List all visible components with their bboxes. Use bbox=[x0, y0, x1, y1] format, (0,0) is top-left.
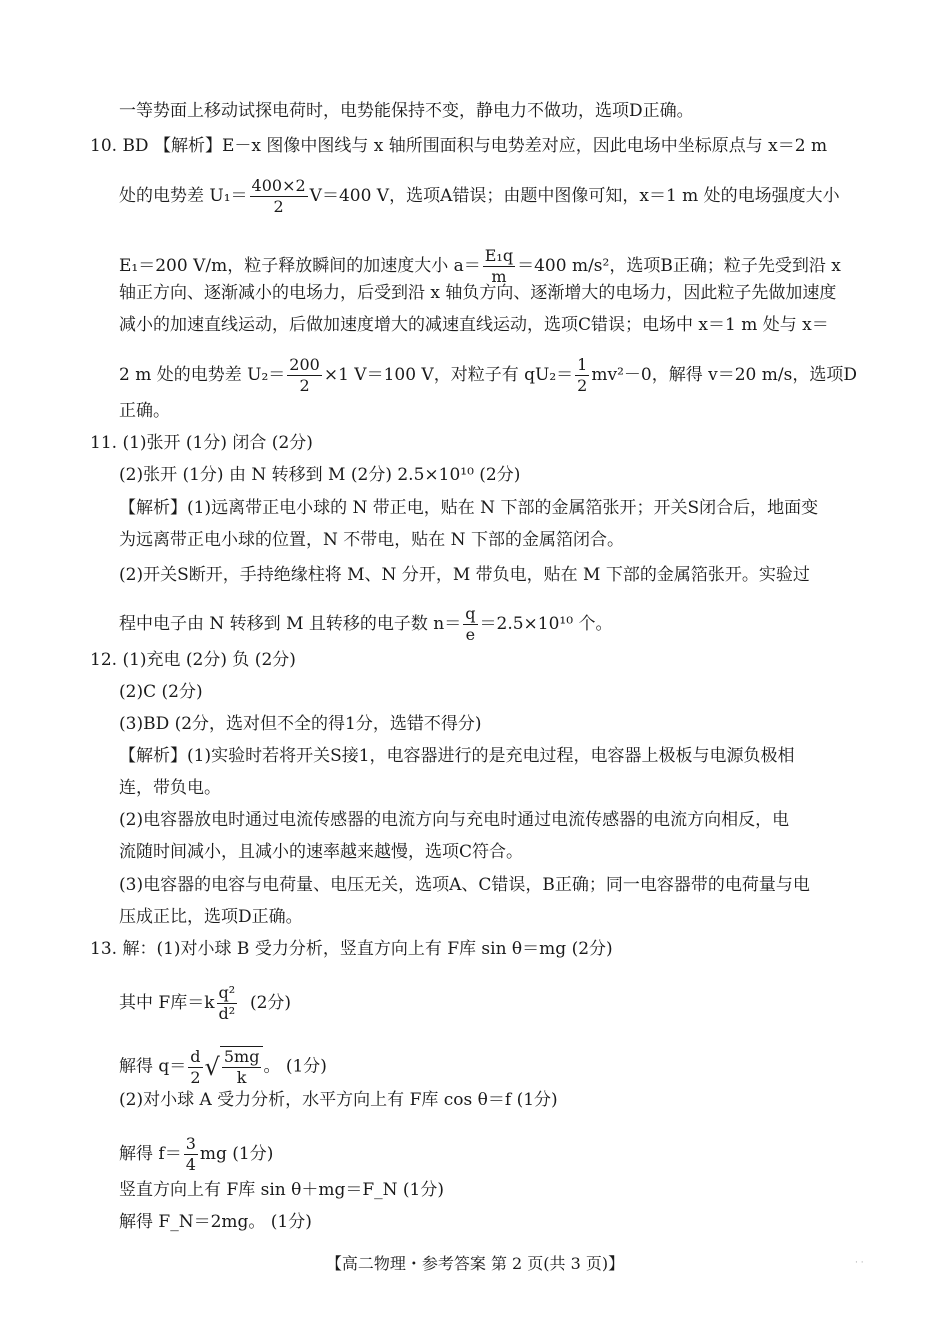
text-line: 解得 F_N＝2mg。 (1分) bbox=[119, 1212, 312, 1232]
text-line: (2)开关S断开，手持绝缘柱将 M、N 分开，M 带负电，贴在 M 下部的金属箔张开。实验过 bbox=[119, 565, 810, 585]
fraction: $\frac{q}{e}$ bbox=[465, 604, 476, 644]
fraction: $\frac{\text{E₁q}}{m}$ bbox=[484, 246, 514, 286]
formula-line: 程中电子由 N 转移到 M 且转移的电子数 n＝ $\frac{q}{e}$ ＝2.5×10¹⁰ 个。 bbox=[119, 604, 613, 644]
text-line: 轴正方向、逐渐减小的电场力，后受到沿 x 轴负方向、逐渐增大的电场力，因此粒子先做加速度 bbox=[119, 283, 837, 303]
text-line: 竖直方向上有 F库 sin θ＋mg＝F_N (1分) bbox=[119, 1180, 445, 1200]
text-line: 压成正比，选项D正确。 bbox=[119, 907, 303, 927]
text-line: 为远离带正电小球的位置，N 不带电，贴在 N 下部的金属箔闭合。 bbox=[119, 530, 624, 550]
fraction: $\frac{5mg}{k}$ bbox=[223, 1047, 260, 1087]
fraction: $\frac{1}{2}$ bbox=[577, 355, 588, 395]
formula-line: 2 m 处的电势差 U₂＝ $\frac{200}{2}$ ×1 V＝100 V，对粒子有 qU₂＝ $\frac{1}{2}$ mv²－0，解得 v＝20 m/s，选项D bbox=[119, 355, 857, 395]
square-root: √ $\frac{5mg}{k}$ bbox=[205, 1046, 264, 1088]
text-line: 【解析】(1)远离带正电小球的 N 带正电，贴在 N 下部的金属箔张开；开关S闭合后，地面变 bbox=[119, 498, 819, 518]
text-line: 一等势面上移动试探电荷时，电势能保持不变，静电力不做功，选项D正确。 bbox=[119, 101, 694, 121]
formula-line: 解得 f＝ $\frac{3}{4}$ mg (1分) bbox=[119, 1134, 274, 1174]
text-line: (2)C (2分) bbox=[119, 682, 203, 702]
fraction: $\frac{\text{q²}}{\text{d²}}$ bbox=[218, 983, 236, 1023]
text-line: 正确。 bbox=[119, 401, 170, 421]
text-line: 10. BD 【解析】E－x 图像中图线与 x 轴所围面积与电势差对应，因此电场中坐标原点与 x＝2 m bbox=[90, 136, 828, 156]
text-line: (3)BD (2分，选对但不全的得1分，选错不得分) bbox=[119, 714, 482, 734]
fraction: $\frac{d}{2}$ bbox=[190, 1046, 201, 1087]
text-line: 12. (1)充电 (2分) 负 (2分) bbox=[90, 650, 296, 670]
text-line: 【解析】(1)实验时若将开关S接1，电容器进行的是充电过程，电容器上极板与电源负极相 bbox=[119, 746, 795, 766]
fraction: $\frac{200}{2}$ bbox=[289, 355, 320, 395]
text-line: (2)对小球 A 受力分析，水平方向上有 F库 cos θ＝f (1分) bbox=[119, 1090, 558, 1110]
text-line: 流随时间减小，且减小的速率越来越慢，选项C符合。 bbox=[119, 842, 524, 862]
formula-line: 解得 q＝ $\frac{d}{2}$ √ $\frac{5mg}{k}$ 。 (1分) bbox=[119, 1046, 327, 1087]
fraction: $\frac{3}{4}$ bbox=[185, 1134, 196, 1174]
formula-line: 处的电势差 U₁＝ $\frac{400\times 2}{2}$ V＝400 V，选项A错误；由题中图像可知，x＝1 m 处的电场强度大小 bbox=[119, 176, 840, 216]
text-line: (2)张开 (1分) 由 N 转移到 M (2分) 2.5×10¹⁰ (2分) bbox=[119, 465, 521, 485]
text-line: 13. 解：(1)对小球 B 受力分析，竖直方向上有 F库 sin θ＝mg (2分) bbox=[90, 939, 613, 959]
text-line: (2)电容器放电时通过电流传感器的电流方向与充电时通过电流传感器的电流方向相反，电 bbox=[119, 810, 790, 830]
page-footer: 【高二物理・参考答案 第 2 页(共 3 页)】 bbox=[325, 1254, 625, 1273]
text-line: 11. (1)张开 (1分) 闭合 (2分) bbox=[90, 433, 313, 453]
text-line: 减小的加速直线运动，后做加速度增大的减速直线运动，选项C错误；电场中 x＝1 m 处与 x＝ bbox=[119, 315, 829, 335]
text-line: (3)电容器的电容与电荷量、电压无关，选项A、C错误，B正确；同一电容器带的电荷量与电 bbox=[119, 875, 810, 895]
formula-line: E₁＝200 V/m，粒子释放瞬间的加速度大小 a＝ $\frac{\text{E₁q}}{m}$ ＝400 m/s²，选项B正确；粒子先受到沿 x bbox=[119, 246, 841, 286]
fraction: $\frac{400\times 2}{2}$ bbox=[251, 176, 306, 216]
formula-line: 其中 F库＝k $\frac{\text{q²}}{\text{d²}}$ (2分) bbox=[119, 983, 292, 1023]
text-line: 连，带负电。 bbox=[119, 778, 221, 798]
scan-mark: · · bbox=[855, 1258, 864, 1268]
